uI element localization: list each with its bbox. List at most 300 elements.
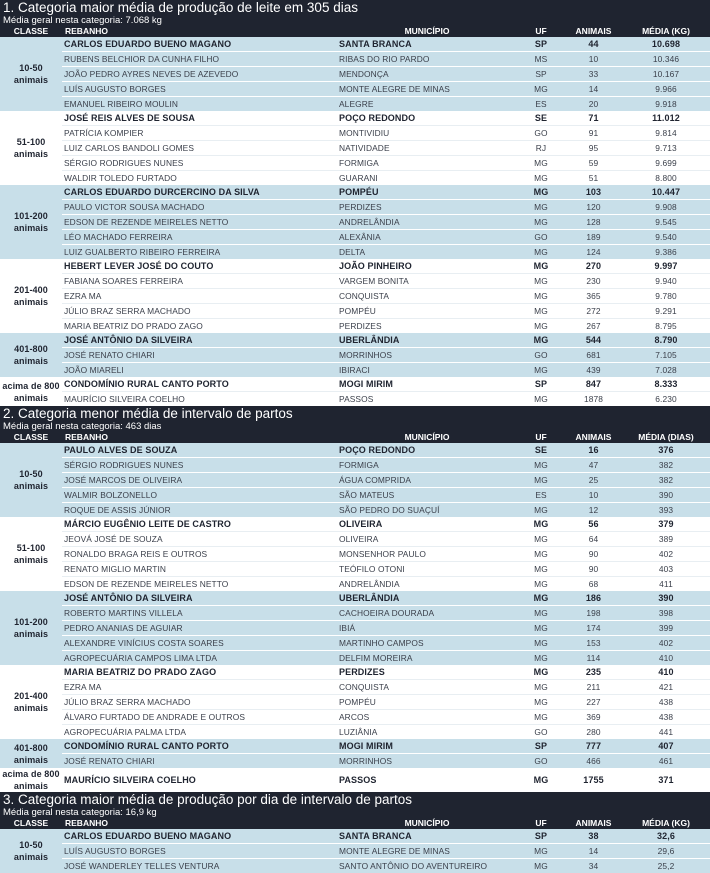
cell-rebanho: SÉRGIO RODRIGUES NUNES — [62, 458, 337, 473]
cell-animais: 90 — [565, 547, 622, 562]
cell-uf: GO — [517, 725, 565, 740]
cell-municipio: PASSOS — [337, 768, 517, 792]
column-header-rebanho: REBANHO — [62, 818, 337, 829]
cell-municipio: NATIVIDADE — [337, 141, 517, 156]
cell-media: 32,6 — [622, 829, 710, 844]
cell-municipio: MORRINHOS — [337, 348, 517, 363]
column-header-classe: CLASSE — [0, 818, 62, 829]
table-row — [0, 141, 710, 156]
ranking-table — [0, 26, 710, 406]
class-group — [0, 739, 710, 768]
cell-municipio: LUZIÂNIA — [337, 725, 517, 740]
cell-uf: MS — [517, 52, 565, 67]
cell-municipio: OLIVEIRA — [337, 532, 517, 547]
cell-media: 9.918 — [622, 97, 710, 112]
cell-rebanho: RONALDO BRAGA REIS E OUTROS — [62, 547, 337, 562]
cell-animais: 64 — [565, 532, 622, 547]
class-label: 401-800 animais — [0, 333, 62, 377]
table-row — [0, 363, 710, 378]
cell-animais: 51 — [565, 171, 622, 186]
cell-rebanho: EDSON DE REZENDE MEIRELES NETTO — [62, 215, 337, 230]
column-header-media: MÉDIA (KG) — [622, 26, 710, 37]
cell-media: 390 — [622, 591, 710, 606]
cell-municipio: GUARANI — [337, 171, 517, 186]
cell-municipio: POÇO REDONDO — [337, 111, 517, 126]
table-row-leader — [0, 665, 710, 680]
cell-media: 371 — [622, 768, 710, 792]
cell-rebanho: PATRÍCIA KOMPIER — [62, 126, 337, 141]
cell-rebanho: JÚLIO BRAZ SERRA MACHADO — [62, 695, 337, 710]
cell-animais: 235 — [565, 665, 622, 680]
cell-rebanho: JOSÉ MARCOS DE OLIVEIRA — [62, 473, 337, 488]
cell-animais: 466 — [565, 754, 622, 769]
cell-rebanho: EZRA MA — [62, 289, 337, 304]
table-row-leader — [0, 768, 710, 792]
class-label: 10-50 animais — [0, 443, 62, 517]
cell-animais: 1878 — [565, 392, 622, 407]
cell-rebanho: ROQUE DE ASSIS JÚNIOR — [62, 503, 337, 518]
cell-media: 9.291 — [622, 304, 710, 319]
cell-animais: 71 — [565, 111, 622, 126]
cell-rebanho: MARIA BEATRIZ DO PRADO ZAGO — [62, 319, 337, 334]
cell-rebanho: LUÍS AUGUSTO BORGES — [62, 844, 337, 859]
class-group — [0, 768, 710, 792]
cell-municipio: CONQUISTA — [337, 680, 517, 695]
cell-uf: ES — [517, 97, 565, 112]
cell-uf: MG — [517, 363, 565, 378]
cell-rebanho: JOSÉ REIS ALVES DE SOUSA — [62, 111, 337, 126]
cell-animais: 12 — [565, 503, 622, 518]
class-group — [0, 259, 710, 333]
table-row — [0, 606, 710, 621]
table-row — [0, 274, 710, 289]
cell-rebanho: JOSÉ RENATO CHIARI — [62, 754, 337, 769]
cell-uf: SP — [517, 829, 565, 844]
cell-animais: 59 — [565, 156, 622, 171]
class-group — [0, 443, 710, 517]
cell-rebanho: MAURÍCIO SILVEIRA COELHO — [62, 392, 337, 407]
cell-media: 29,6 — [622, 844, 710, 859]
cell-uf: MG — [517, 651, 565, 666]
class-group — [0, 829, 710, 873]
cell-animais: 10 — [565, 488, 622, 503]
cell-animais: 544 — [565, 333, 622, 348]
cell-animais: 267 — [565, 319, 622, 334]
cell-media: 9.540 — [622, 230, 710, 245]
cell-uf: MG — [517, 274, 565, 289]
cell-animais: 1755 — [565, 768, 622, 792]
cell-uf: MG — [517, 636, 565, 651]
cell-municipio: MOGI MIRIM — [337, 739, 517, 754]
cell-rebanho: HEBERT LEVER JOSÉ DO COUTO — [62, 259, 337, 274]
cell-municipio: IBIÁ — [337, 621, 517, 636]
cell-media: 402 — [622, 547, 710, 562]
table-row — [0, 844, 710, 859]
table-row — [0, 348, 710, 363]
table-row — [0, 636, 710, 651]
ranking-table — [0, 432, 710, 792]
table-row — [0, 710, 710, 725]
cell-uf: MG — [517, 680, 565, 695]
cell-rebanho: JOSÉ ANTÔNIO DA SILVEIRA — [62, 333, 337, 348]
class-label: 201-400 animais — [0, 259, 62, 333]
cell-animais: 681 — [565, 348, 622, 363]
cell-media: 10.698 — [622, 37, 710, 52]
cell-animais: 44 — [565, 37, 622, 52]
cell-media: 389 — [622, 532, 710, 547]
cell-animais: 33 — [565, 67, 622, 82]
cell-uf: MG — [517, 245, 565, 260]
cell-uf: MG — [517, 665, 565, 680]
cell-municipio: VARGEM BONITA — [337, 274, 517, 289]
cell-media: 8.333 — [622, 377, 710, 392]
table-row — [0, 547, 710, 562]
cell-uf: MG — [517, 503, 565, 518]
cell-municipio: SANTO ANTÔNIO DO AVENTUREIRO — [337, 859, 517, 873]
table-row — [0, 488, 710, 503]
table-row — [0, 859, 710, 873]
table-row — [0, 289, 710, 304]
table-row — [0, 82, 710, 97]
cell-animais: 211 — [565, 680, 622, 695]
cell-animais: 280 — [565, 725, 622, 740]
cell-rebanho: ROBERTO MARTINS VILLELA — [62, 606, 337, 621]
cell-media: 411 — [622, 577, 710, 592]
cell-uf: MG — [517, 82, 565, 97]
cell-rebanho: AGROPECUÁRIA CAMPOS LIMA LTDA — [62, 651, 337, 666]
table-row-leader — [0, 185, 710, 200]
cell-animais: 270 — [565, 259, 622, 274]
cell-rebanho: JÚLIO BRAZ SERRA MACHADO — [62, 304, 337, 319]
cell-uf: MG — [517, 319, 565, 334]
cell-municipio: POMPÉU — [337, 304, 517, 319]
cell-uf: GO — [517, 126, 565, 141]
table-row — [0, 725, 710, 740]
table-row-leader — [0, 259, 710, 274]
cell-media: 7.028 — [622, 363, 710, 378]
cell-animais: 369 — [565, 710, 622, 725]
cell-media: 8.790 — [622, 333, 710, 348]
class-group — [0, 333, 710, 377]
cell-media: 9.997 — [622, 259, 710, 274]
cell-animais: 114 — [565, 651, 622, 666]
cell-municipio: DELFIM MOREIRA — [337, 651, 517, 666]
cell-municipio: TEÓFILO OTONI — [337, 562, 517, 577]
cell-rebanho: EMANUEL RIBEIRO MOULIN — [62, 97, 337, 112]
cell-municipio: FORMIGA — [337, 156, 517, 171]
column-header-classe: CLASSE — [0, 26, 62, 37]
cell-media: 7.105 — [622, 348, 710, 363]
cell-media: 376 — [622, 443, 710, 458]
cell-media: 9.386 — [622, 245, 710, 260]
cell-rebanho: LÉO MACHADO FERREIRA — [62, 230, 337, 245]
cell-uf: SP — [517, 37, 565, 52]
cell-media: 379 — [622, 517, 710, 532]
cell-municipio: SANTA BRANCA — [337, 37, 517, 52]
cell-rebanho: CARLOS EDUARDO DURCERCINO DA SILVA — [62, 185, 337, 200]
cell-media: 9.940 — [622, 274, 710, 289]
column-header-municipio: MUNICÍPIO — [337, 432, 517, 443]
cell-media: 410 — [622, 651, 710, 666]
class-label: 51-100 animais — [0, 517, 62, 591]
table-row-leader — [0, 37, 710, 52]
table-row — [0, 680, 710, 695]
table-row-leader — [0, 591, 710, 606]
cell-animais: 34 — [565, 859, 622, 873]
cell-municipio: PERDIZES — [337, 319, 517, 334]
class-group — [0, 185, 710, 259]
cell-municipio: FORMIGA — [337, 458, 517, 473]
column-header-uf: UF — [517, 818, 565, 829]
cell-uf: GO — [517, 230, 565, 245]
cell-media: 6.230 — [622, 392, 710, 407]
cell-media: 382 — [622, 458, 710, 473]
cell-municipio: MONSENHOR PAULO — [337, 547, 517, 562]
table-row-leader — [0, 829, 710, 844]
cell-rebanho: JEOVÁ JOSÉ DE SOUZA — [62, 532, 337, 547]
cell-uf: GO — [517, 348, 565, 363]
cell-municipio: SÃO MATEUS — [337, 488, 517, 503]
cell-municipio: PERDIZES — [337, 665, 517, 680]
cell-media: 9.966 — [622, 82, 710, 97]
cell-rebanho: ALEXANDRE VINÍCIUS COSTA SOARES — [62, 636, 337, 651]
table-row-leader — [0, 333, 710, 348]
cell-uf: SE — [517, 111, 565, 126]
cell-media: 421 — [622, 680, 710, 695]
class-label: 10-50 animais — [0, 37, 62, 111]
class-label: 101-200 animais — [0, 591, 62, 665]
cell-uf: MG — [517, 289, 565, 304]
cell-media: 410 — [622, 665, 710, 680]
cell-uf: MG — [517, 458, 565, 473]
section-title: 3. Categoria maior média de produção por dia de intervalo de partos — [3, 792, 707, 807]
table-row — [0, 52, 710, 67]
table-row — [0, 126, 710, 141]
column-header-rebanho: REBANHO — [62, 26, 337, 37]
table-row-leader — [0, 377, 710, 392]
cell-rebanho: ÁLVARO FURTADO DE ANDRADE E OUTROS — [62, 710, 337, 725]
cell-media: 403 — [622, 562, 710, 577]
cell-municipio: ALEXÂNIA — [337, 230, 517, 245]
cell-rebanho: MARIA BEATRIZ DO PRADO ZAGO — [62, 665, 337, 680]
column-header-uf: UF — [517, 26, 565, 37]
cell-media: 393 — [622, 503, 710, 518]
cell-uf: MG — [517, 710, 565, 725]
cell-municipio: UBERLÂNDIA — [337, 333, 517, 348]
column-header-classe: CLASSE — [0, 432, 62, 443]
class-group — [0, 517, 710, 591]
cell-municipio: OLIVEIRA — [337, 517, 517, 532]
ranking-table — [0, 818, 710, 873]
section-title: 2. Categoria menor média de intervalo de partos — [3, 406, 707, 421]
cell-animais: 68 — [565, 577, 622, 592]
cell-uf: MG — [517, 392, 565, 407]
table-row — [0, 621, 710, 636]
cell-media: 407 — [622, 739, 710, 754]
cell-animais: 777 — [565, 739, 622, 754]
class-label: 101-200 animais — [0, 185, 62, 259]
cell-animais: 186 — [565, 591, 622, 606]
cell-uf: MG — [517, 695, 565, 710]
cell-rebanho: FABIANA SOARES FERREIRA — [62, 274, 337, 289]
cell-rebanho: SÉRGIO RODRIGUES NUNES — [62, 156, 337, 171]
cell-animais: 847 — [565, 377, 622, 392]
cell-uf: MG — [517, 562, 565, 577]
cell-municipio: CACHOEIRA DOURADA — [337, 606, 517, 621]
cell-uf: GO — [517, 754, 565, 769]
class-group — [0, 377, 710, 406]
table-row — [0, 392, 710, 407]
table-header-row — [0, 432, 710, 443]
cell-animais: 25 — [565, 473, 622, 488]
cell-media: 9.713 — [622, 141, 710, 156]
class-group — [0, 111, 710, 185]
cell-uf: MG — [517, 215, 565, 230]
table-row — [0, 304, 710, 319]
cell-media: 10.447 — [622, 185, 710, 200]
cell-animais: 91 — [565, 126, 622, 141]
cell-municipio: DELTA — [337, 245, 517, 260]
cell-municipio: POMPÉU — [337, 185, 517, 200]
cell-uf: MG — [517, 859, 565, 873]
cell-rebanho: LUIZ CARLOS BANDOLI GOMES — [62, 141, 337, 156]
column-header-animais: ANIMAIS — [565, 432, 622, 443]
cell-uf: MG — [517, 591, 565, 606]
cell-animais: 14 — [565, 82, 622, 97]
column-header-media: MÉDIA (DIAS) — [622, 432, 710, 443]
table-row-leader — [0, 111, 710, 126]
cell-rebanho: AGROPECUÁRIA PALMA LTDA — [62, 725, 337, 740]
cell-media: 10.167 — [622, 67, 710, 82]
cell-municipio: ANDRELÂNDIA — [337, 215, 517, 230]
cell-municipio: RIBAS DO RIO PARDO — [337, 52, 517, 67]
cell-animais: 439 — [565, 363, 622, 378]
cell-municipio: ALEGRE — [337, 97, 517, 112]
cell-rebanho: WALDIR TOLEDO FURTADO — [62, 171, 337, 186]
cell-uf: SE — [517, 443, 565, 458]
column-header-media: MÉDIA (KG) — [622, 818, 710, 829]
cell-rebanho: EZRA MA — [62, 680, 337, 695]
cell-rebanho: EDSON DE REZENDE MEIRELES NETTO — [62, 577, 337, 592]
cell-media: 10.346 — [622, 52, 710, 67]
cell-animais: 20 — [565, 97, 622, 112]
cell-rebanho: RUBENS BELCHIOR DA CUNHA FILHO — [62, 52, 337, 67]
cell-animais: 227 — [565, 695, 622, 710]
cell-animais: 90 — [565, 562, 622, 577]
table-row — [0, 695, 710, 710]
cell-animais: 365 — [565, 289, 622, 304]
table-row — [0, 458, 710, 473]
section-subtitle: Média geral nesta categoria: 463 dias — [3, 421, 707, 432]
cell-animais: 272 — [565, 304, 622, 319]
table-row — [0, 473, 710, 488]
cell-media: 25,2 — [622, 859, 710, 873]
class-group — [0, 665, 710, 739]
cell-media: 11.012 — [622, 111, 710, 126]
class-label: acima de 800 animais — [0, 377, 62, 406]
column-header-animais: ANIMAIS — [565, 818, 622, 829]
cell-animais: 120 — [565, 200, 622, 215]
class-label: 10-50 animais — [0, 829, 62, 873]
cell-municipio: ARCOS — [337, 710, 517, 725]
table-row — [0, 215, 710, 230]
table-row — [0, 503, 710, 518]
class-group — [0, 37, 710, 111]
cell-media: 398 — [622, 606, 710, 621]
class-label: acima de 800 animais — [0, 768, 62, 792]
cell-rebanho: CARLOS EDUARDO BUENO MAGANO — [62, 37, 337, 52]
section-header — [0, 0, 710, 26]
cell-uf: SP — [517, 377, 565, 392]
table-row — [0, 67, 710, 82]
cell-animais: 124 — [565, 245, 622, 260]
cell-animais: 47 — [565, 458, 622, 473]
cell-rebanho: JOÃO MIARELI — [62, 363, 337, 378]
table-row-leader — [0, 739, 710, 754]
cell-municipio: JOÃO PINHEIRO — [337, 259, 517, 274]
cell-municipio: ÁGUA COMPRIDA — [337, 473, 517, 488]
table-row — [0, 577, 710, 592]
section-subtitle: Média geral nesta categoria: 16,9 kg — [3, 807, 707, 818]
cell-media: 8.795 — [622, 319, 710, 334]
class-label: 51-100 animais — [0, 111, 62, 185]
cell-uf: MG — [517, 532, 565, 547]
cell-media: 461 — [622, 754, 710, 769]
cell-rebanho: LUIZ GUALBERTO RIBEIRO FERREIRA — [62, 245, 337, 260]
cell-uf: MG — [517, 304, 565, 319]
cell-rebanho: CONDOMÍNIO RURAL CANTO PORTO — [62, 739, 337, 754]
table-row — [0, 156, 710, 171]
cell-animais: 174 — [565, 621, 622, 636]
table-row — [0, 319, 710, 334]
cell-animais: 95 — [565, 141, 622, 156]
cell-municipio: MOGI MIRIM — [337, 377, 517, 392]
section-header — [0, 792, 710, 818]
cell-animais: 16 — [565, 443, 622, 458]
table-row — [0, 245, 710, 260]
cell-animais: 230 — [565, 274, 622, 289]
class-group — [0, 591, 710, 665]
cell-rebanho: JOÃO PEDRO AYRES NEVES DE AZEVEDO — [62, 67, 337, 82]
cell-municipio: ANDRELÂNDIA — [337, 577, 517, 592]
cell-uf: MG — [517, 333, 565, 348]
cell-municipio: CONQUISTA — [337, 289, 517, 304]
cell-uf: MG — [517, 547, 565, 562]
cell-animais: 10 — [565, 52, 622, 67]
column-header-rebanho: REBANHO — [62, 432, 337, 443]
cell-municipio: MONTE ALEGRE DE MINAS — [337, 844, 517, 859]
cell-animais: 103 — [565, 185, 622, 200]
cell-uf: MG — [517, 473, 565, 488]
cell-uf: MG — [517, 200, 565, 215]
cell-municipio: PERDIZES — [337, 200, 517, 215]
table-row — [0, 200, 710, 215]
column-header-animais: ANIMAIS — [565, 26, 622, 37]
cell-media: 9.699 — [622, 156, 710, 171]
column-header-municipio: MUNICÍPIO — [337, 26, 517, 37]
cell-uf: MG — [517, 259, 565, 274]
table-row-leader — [0, 517, 710, 532]
cell-uf: MG — [517, 844, 565, 859]
table-row — [0, 532, 710, 547]
cell-uf: RJ — [517, 141, 565, 156]
cell-rebanho: PAULO VICTOR SOUSA MACHADO — [62, 200, 337, 215]
cell-rebanho: MAURÍCIO SILVEIRA COELHO — [62, 768, 337, 792]
cell-municipio: POMPÉU — [337, 695, 517, 710]
cell-rebanho: MÁRCIO EUGÊNIO LEITE DE CASTRO — [62, 517, 337, 532]
cell-municipio: UBERLÂNDIA — [337, 591, 517, 606]
cell-uf: MG — [517, 156, 565, 171]
